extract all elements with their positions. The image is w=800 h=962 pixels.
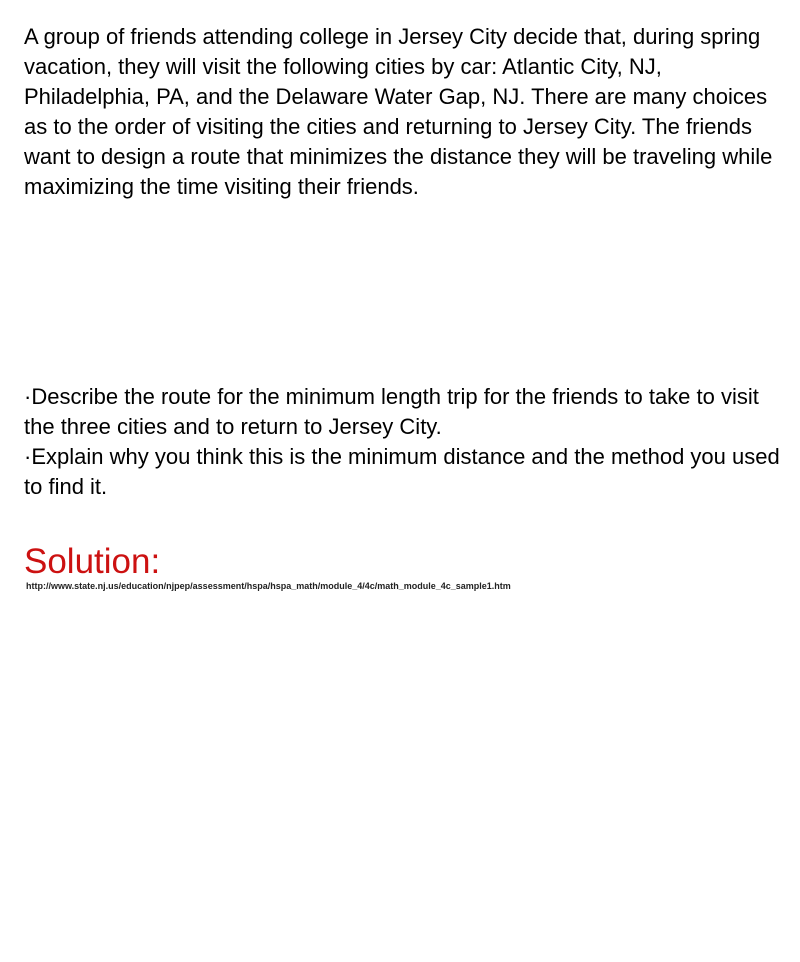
solution-heading: Solution: — [24, 542, 161, 581]
task-item-explain — [24, 442, 784, 502]
bullet-marker: · — [24, 444, 32, 469]
solution-source-link[interactable]: http://www.state.nj.us/education/njpep/assessment/hspa/hspa_math/module_4/4c/math_module_4c_sample1.htm — [26, 581, 511, 591]
bullet-marker: · — [24, 384, 32, 409]
task-text: Describe the route for the minimum length trip for the friends to take to visit the three cities and to return to Jersey City. — [24, 384, 759, 439]
task-list — [24, 382, 784, 502]
problem-statement: A group of friends attending college in Jersey City decide that, during spring vacation, they will visit the following cities by car: Atlantic City, NJ, Philadelphia, PA, and the Delaware Water Gap, NJ. There are many choices as to the order of visiting the cities and returning to Jersey City. The friends want to design a route that minimizes the distance they will be traveling while maximizing the time visiting their friends. — [24, 24, 773, 199]
task-item-route — [24, 382, 784, 442]
task-text: Explain why you think this is the minimum distance and the method you used to find it. — [24, 444, 780, 499]
